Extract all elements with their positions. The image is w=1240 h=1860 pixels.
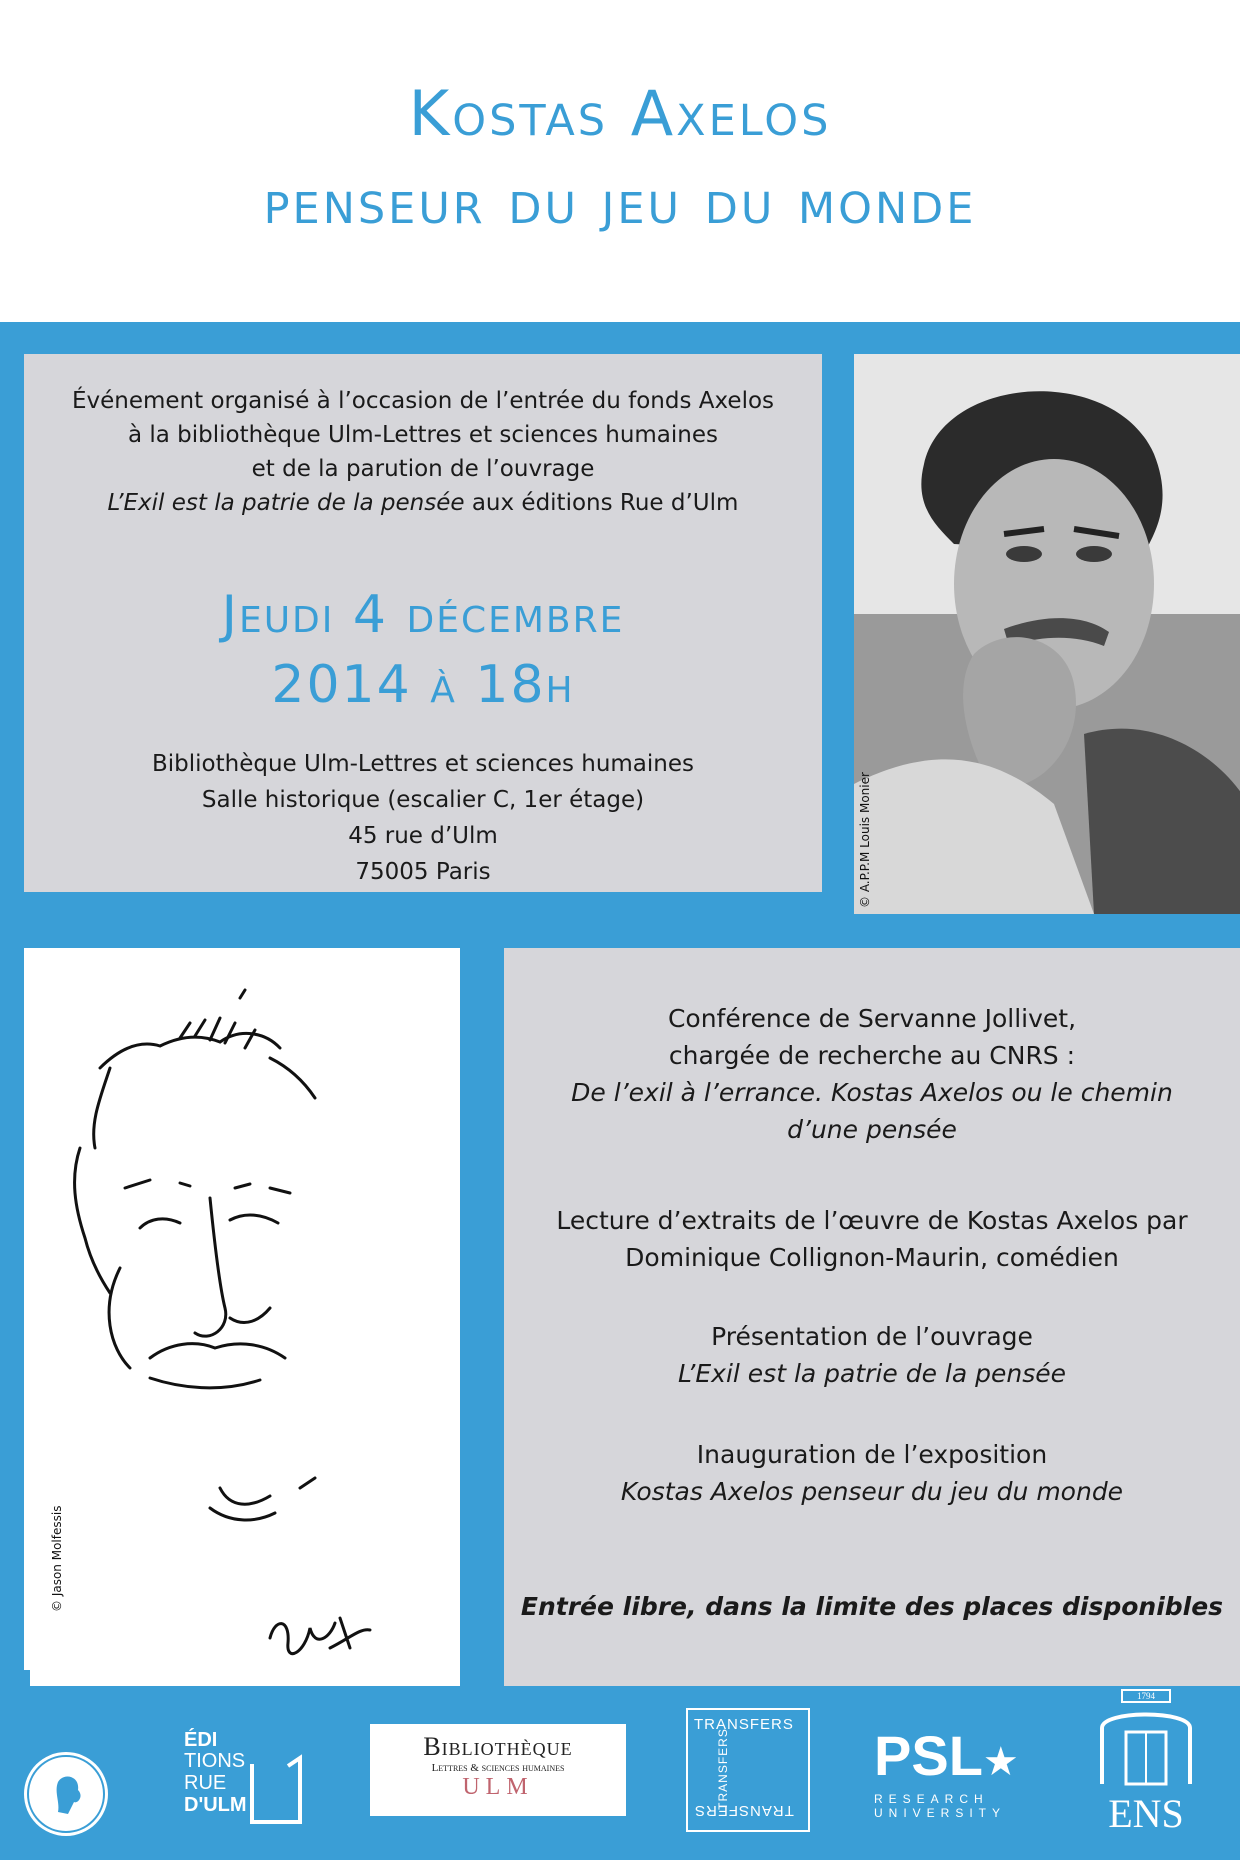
editions-line-2: TIONS [184, 1750, 246, 1772]
marianne-icon [24, 1752, 108, 1836]
event-date-line-1: Jeudi 4 décembre [221, 585, 625, 645]
reading-line-1: Lecture d’extraits de l’œuvre de Kostas Axelos par [556, 1206, 1188, 1235]
venue-address [24, 746, 822, 890]
program-panel [504, 948, 1240, 1686]
bibliotheque-logo [370, 1724, 626, 1816]
venue-line-4: 75005 Paris [355, 859, 491, 885]
ens-building-icon [1086, 1688, 1206, 1788]
ens-logo [1086, 1688, 1206, 1838]
blue-frame-divider-lower [460, 948, 504, 1686]
free-entry-note: Entrée libre, dans la limite des places disponibles [520, 1592, 1224, 1621]
transfers-text-2: TRANSFERS [694, 1802, 794, 1819]
book-icon [248, 1754, 304, 1826]
conference-line-2: chargée de recherche au CNRS : [668, 1041, 1076, 1070]
editions-line-4: D'ULM [184, 1794, 247, 1816]
conference-title-1: De l’exil à l’errance. Kostas Axelos ou le chemin [571, 1078, 1173, 1107]
venue-line-2: Salle historique (escalier C, 1er étage) [201, 787, 645, 813]
title-line-1: Kostas Axelos [408, 77, 832, 150]
inauguration-title: Kostas Axelos penseur du jeu du monde [620, 1477, 1124, 1506]
investissements-logo [24, 1752, 108, 1836]
bibliotheque-title: Bibliothèque [423, 1732, 573, 1761]
transfers-logo [686, 1708, 810, 1832]
editions-line-3: RUE [184, 1772, 227, 1794]
title-line-2: penseur du jeu du monde [263, 165, 977, 238]
poster-title [0, 70, 1240, 246]
presentation-line-1: Présentation de l’ouvrage [711, 1322, 1033, 1351]
axelos-sketch [30, 948, 460, 1686]
sketch-panel [30, 948, 460, 1686]
editions-rue-ulm-logo [184, 1730, 304, 1840]
portrait-photo [854, 354, 1240, 914]
psl-logo [874, 1726, 1034, 1826]
transfers-text-3: TRANSFERS [715, 1728, 730, 1810]
portrait-illustration [854, 354, 1240, 914]
presentation-title: L’Exil est la patrie de la pensée [677, 1359, 1066, 1388]
venue-line-1: Bibliothèque Ulm-Lettres et sciences humaines [152, 751, 694, 777]
intro-book-suffix: aux éditions Rue d’Ulm [464, 490, 739, 516]
intro-line-2: à la bibliothèque Ulm-Lettres et sciences humaines [127, 422, 718, 448]
intro-paragraph [24, 384, 822, 520]
venue-line-3: 45 rue d’Ulm [348, 823, 498, 849]
program-presentation [504, 1318, 1240, 1392]
event-intro-panel [24, 354, 822, 892]
intro-line-3: et de la parution de l’ouvrage [251, 456, 595, 482]
ens-year: 1794 [1137, 1691, 1155, 1701]
event-date-line-2: 2014 à 18h [271, 655, 575, 715]
inauguration-line-1: Inauguration de l’exposition [696, 1440, 1048, 1469]
program-inauguration [504, 1436, 1240, 1510]
photo-credit: © A.P.P.M Louis Monier [858, 772, 872, 908]
blue-frame-left [0, 322, 24, 1860]
bibliotheque-ulm: ULM [462, 1774, 534, 1800]
ens-text: ENS [1108, 1791, 1184, 1836]
program-reading [504, 1202, 1240, 1276]
editions-line-1: ÉDI [184, 1729, 218, 1751]
psl-university: UNIVERSITY [874, 1806, 1007, 1820]
conference-line-1: Conférence de Servanne Jollivet, [667, 1004, 1077, 1033]
intro-line-4 [24, 486, 822, 520]
blue-frame-divider-vertical [822, 322, 854, 916]
intro-line-1: Événement organisé à l’occasion de l’entrée du fonds Axelos [71, 388, 775, 414]
psl-research: RESEARCH [874, 1792, 989, 1806]
sketch-credit: © Jason Molfessis [50, 1505, 64, 1612]
star-icon: ★ [982, 1740, 1019, 1784]
reading-line-2: Dominique Collignon-Maurin, comédien [625, 1243, 1119, 1272]
program-conference [504, 1000, 1240, 1148]
bibliotheque-subtitle: Lettres & sciences humaines [431, 1762, 565, 1774]
blue-band-top [0, 322, 1240, 356]
conference-title-2: d’une pensée [787, 1115, 957, 1144]
intro-book-title: L’Exil est la patrie de la pensée [107, 490, 465, 516]
psl-text: PSL [874, 1724, 983, 1787]
transfers-text-1: TRANSFERS [694, 1716, 794, 1733]
event-date [24, 580, 822, 720]
